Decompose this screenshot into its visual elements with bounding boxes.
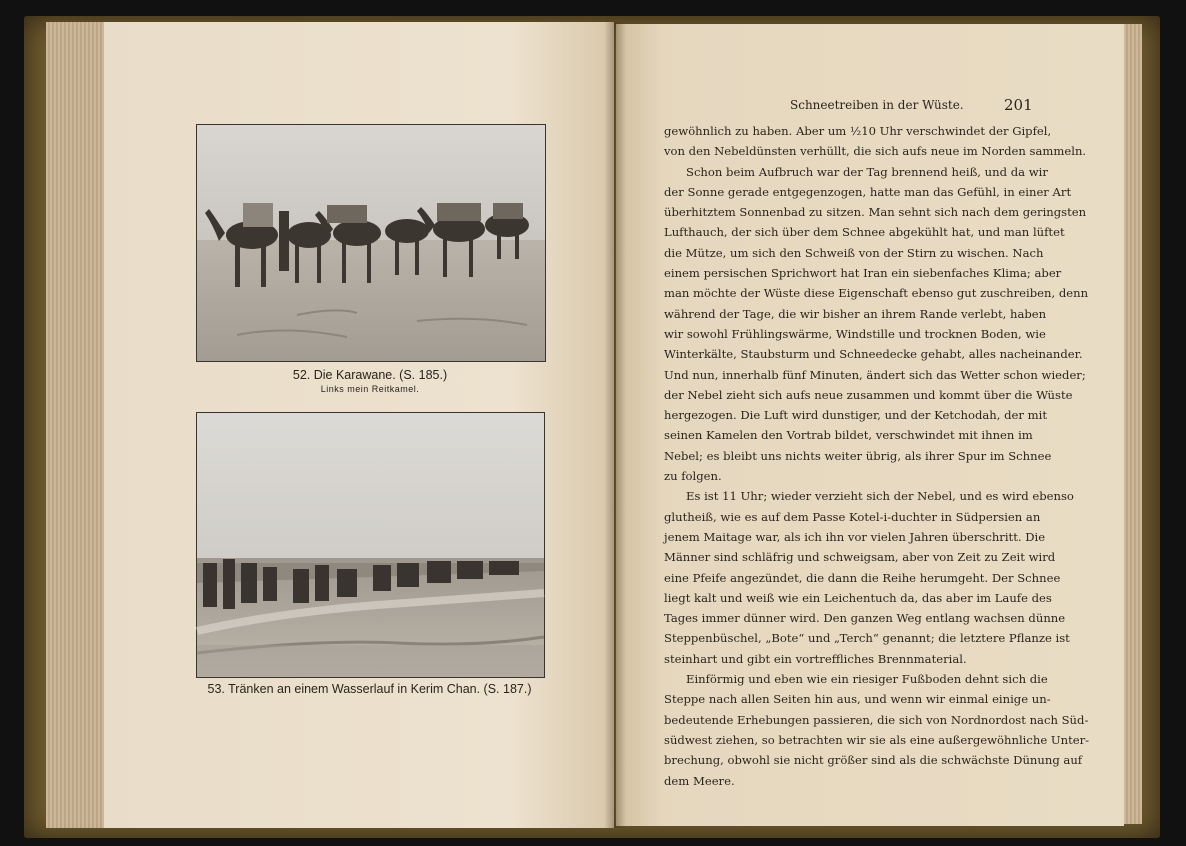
text-line: bedeutende Erhebungen passieren, die sich von Nordnordost nach Süd- (664, 712, 1089, 727)
text-line: glutheiß, wie es auf dem Passe Kotel-i-duchter in Südpersien an (664, 509, 1041, 524)
page-number: 201 (1004, 96, 1033, 114)
text-line: Steppenbüschel, „Bote“ und „Terch“ genannt; die letztere Pflanze ist (664, 631, 1070, 646)
text-line: zu folgen. (664, 469, 722, 484)
figure-caravan-photo (196, 124, 546, 362)
text-line: Es ist 11 Uhr; wieder verzieht sich der Nebel, und es wird ebenso (686, 489, 1074, 504)
text-line: einem persischen Sprichwort hat Iran ein siebenfaches Klima; aber (664, 266, 1062, 281)
running-head: Schneetreiben in der Wüste. (790, 98, 964, 112)
text-line: gewöhnlich zu haben. Aber um ½10 Uhr verschwindet der Gipfel, (664, 124, 1052, 138)
text-line: Nebel; es bleibt uns nichts weiter übrig, als ihrer Spur im Schnee (664, 448, 1052, 463)
figure-watering-photo (196, 412, 545, 678)
text-line: dem Meere. (664, 773, 735, 788)
body-text (664, 121, 1090, 791)
text-line: Tages immer dünner wird. Den ganzen Weg entlang wachsen dünne (664, 611, 1066, 626)
text-line: hergezogen. Die Luft wird dunstiger, und der Ketchodah, der mit (664, 408, 1047, 423)
text-line: Lufthauch, der sich über dem Schnee abgekühlt hat, und man lüftet (664, 225, 1065, 240)
text-line: jenem Maitage war, als ich ihn vor vielen Jahren überschritt. Die (664, 529, 1046, 544)
text-line: Einförmig und eben wie ein riesiger Fußboden dehnt sich die (686, 672, 1048, 687)
text-line: der Sonne gerade entgegenzogen, hatte man das Gefühl, in einer Art (664, 184, 1072, 199)
text-line: Männer sind schläfrig und schweigsam, aber von Zeit zu Zeit wird (664, 550, 1056, 565)
text-line: Steppe nach allen Seiten hin aus, und wenn wir einmal einige un- (664, 692, 1051, 707)
text-line: der Nebel zieht sich aufs neue zusammen und kommt über die Wüste (664, 387, 1073, 402)
text-line: wir sowohl Frühlingswärme, Windstille und trocknen Boden, wie (664, 326, 1046, 341)
text-line: man möchte der Wüste diese Eigenschaft ebenso gut zuschreiben, denn (664, 286, 1089, 301)
text-line: liegt kalt und weiß wie ein Leichentuch da, das aber im Laufe des (664, 590, 1052, 605)
text-line: überhitztem Sonnenbad zu sitzen. Man sehnt sich nach dem geringsten (664, 205, 1087, 220)
figure-53-caption: 53. Tränken an einem Wasserlauf in Kerim Chan. (S. 187.) (207, 682, 532, 696)
text-line: die Mütze, um sich den Schweiß von der Stirn zu wischen. Nach (664, 245, 1044, 260)
text-line: Schon beim Aufbruch war der Tag brennend heiß, und da wir (686, 164, 1048, 179)
figure-52-caption: 52. Die Karawane. (S. 185.) (292, 368, 448, 382)
book-gutter (604, 22, 626, 828)
text-line: südwest ziehen, so betrachten wir sie als eine außergewöhnliche Unter- (664, 732, 1090, 747)
text-line: Und nun, innerhalb fünf Minuten, ändert sich das Wetter schon wieder; (664, 367, 1086, 382)
page-edges-left (46, 22, 108, 828)
text-line: während der Tage, die wir bisher an ihrem Rande verlebt, haben (664, 306, 1047, 321)
text-line: Winterkälte, Staubsturm und Schneedecke gehabt, alles nacheinander. (664, 347, 1083, 362)
text-line: steinhart und gibt ein vortreffliches Brennmaterial. (664, 651, 967, 666)
text-line: von den Nebeldünsten verhüllt, die sich aufs neue im Norden sammeln. (664, 144, 1087, 159)
text-line: seinen Kamelen den Vortrab bildet, verschwindet mit ihnen im (664, 428, 1033, 443)
text-line: eine Pfeife angezündet, die dann die Reihe herumgeht. Der Schnee (664, 570, 1061, 585)
text-line: brechung, obwohl sie nicht größer sind als die schwächste Dünung auf (664, 753, 1083, 768)
figure-52-subcaption: Links mein Reitkamel. (320, 384, 420, 394)
